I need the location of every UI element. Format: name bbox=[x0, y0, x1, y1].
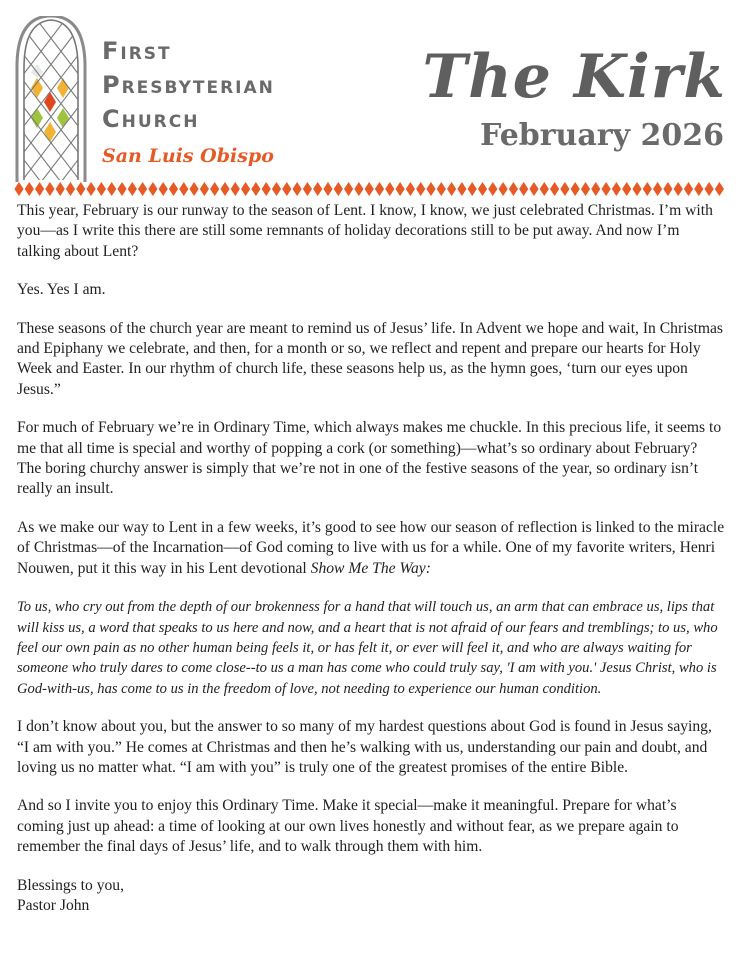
divider-diamond bbox=[385, 182, 394, 196]
divider-diamond bbox=[468, 182, 477, 196]
divider-diamond bbox=[705, 182, 714, 196]
divider-diamond bbox=[14, 182, 23, 196]
divider-diamond bbox=[344, 182, 353, 196]
divider-diamond bbox=[519, 182, 528, 196]
divider-diamond bbox=[560, 182, 569, 196]
divider-diamond bbox=[210, 182, 219, 196]
divider-diamond bbox=[550, 182, 559, 196]
divider-diamond bbox=[169, 182, 178, 196]
divider-diamond bbox=[220, 182, 229, 196]
divider-diamond bbox=[190, 182, 199, 196]
divider-diamond bbox=[66, 182, 75, 196]
divider-diamond bbox=[437, 182, 446, 196]
divider-diamond bbox=[138, 182, 147, 196]
divider-diamond bbox=[35, 182, 44, 196]
divider-diamond bbox=[643, 182, 652, 196]
divider-diamond bbox=[478, 182, 487, 196]
divider-diamond bbox=[313, 182, 322, 196]
divider-diamond bbox=[540, 182, 549, 196]
divider-diamond bbox=[499, 182, 508, 196]
divider-diamond bbox=[231, 182, 240, 196]
divider-diamond bbox=[447, 182, 456, 196]
letter-paragraph bbox=[17, 518, 725, 579]
issue-date: February 2026 bbox=[480, 118, 724, 153]
divider-diamond bbox=[323, 182, 332, 196]
divider-diamond bbox=[674, 182, 683, 196]
divider-diamond bbox=[612, 182, 621, 196]
divider-diamond bbox=[396, 182, 405, 196]
divider-diamond bbox=[262, 182, 271, 196]
divider-diamond bbox=[622, 182, 631, 196]
divider-diamond bbox=[375, 182, 384, 196]
letter-paragraph: These seasons of the church year are meant to remind us of Jesus’ life. In Advent we hope and wait, In Christmas and Epiphany we celebrate, and then, for a month or so, we reflect and repent and prepare our hearts for Holy Week and Easter. In our rhythm of church life, these seasons help us, as the hymn goes, ‘turn our eyes upon Jesus.” bbox=[17, 319, 723, 398]
divider-diamond bbox=[591, 182, 600, 196]
divider-diamond bbox=[25, 182, 34, 196]
letter-paragraph: Yes. Yes I am. bbox=[17, 281, 106, 299]
divider-diamond bbox=[509, 182, 518, 196]
divider-diamond bbox=[684, 182, 693, 196]
signature: Pastor John bbox=[17, 896, 90, 914]
letter-paragraph: This year, February is our runway to the season of Lent. I know, I know, we just celebrated Christmas. I’m with you—as I write this there are still some remnants of holiday decorations still to be put away. And now I’m talking about Lent? bbox=[17, 202, 713, 260]
pastor-letter bbox=[17, 201, 725, 916]
divider-diamond bbox=[272, 182, 281, 196]
closing-line: Blessings to you, bbox=[17, 876, 125, 894]
divider-diamond bbox=[56, 182, 65, 196]
divider-diamond bbox=[715, 182, 724, 196]
divider-diamond bbox=[97, 182, 106, 196]
book-title: Show Me The Way: bbox=[310, 559, 431, 577]
divider-diamond bbox=[76, 182, 85, 196]
divider-diamond bbox=[293, 182, 302, 196]
stained-glass-window-icon bbox=[14, 16, 88, 182]
divider-diamond bbox=[457, 182, 466, 196]
church-name-line-2: Presbyterian bbox=[102, 71, 275, 99]
divider-diamond bbox=[251, 182, 260, 196]
divider-diamond bbox=[426, 182, 435, 196]
divider-diamond bbox=[416, 182, 425, 196]
divider-diamond bbox=[117, 182, 126, 196]
divider-diamond bbox=[571, 182, 580, 196]
divider-diamond bbox=[406, 182, 415, 196]
divider-diamond bbox=[282, 182, 291, 196]
divider-diamond bbox=[365, 182, 374, 196]
church-name bbox=[102, 34, 275, 136]
divider-diamond bbox=[241, 182, 250, 196]
divider-diamond bbox=[663, 182, 672, 196]
divider-diamond bbox=[148, 182, 157, 196]
divider-diamond bbox=[200, 182, 209, 196]
church-city: San Luis Obispo bbox=[102, 145, 274, 167]
divider-diamond bbox=[303, 182, 312, 196]
diamond-border bbox=[14, 181, 724, 197]
nouwen-quote: To us, who cry out from the depth of our brokenness for a hand that will touch us, an arm that can embrace us, lips that will kiss us, a word that speaks to us here and now, and a heart that is not afraid of our fears and tremblings; to us, who feel our own pain as no other human being feels it, or has felt it, or ever will feel it, and who are always waiting for someone who truly dares to come close--to us a man has come who could truly say, 'I am with you.' Jesus Christ, who is God-with-us, has come to us in the freedom of love, not needing to experience our human condition. bbox=[17, 599, 718, 697]
newsletter-title: The Kirk bbox=[422, 42, 726, 112]
divider-diamond bbox=[159, 182, 168, 196]
divider-diamond bbox=[334, 182, 343, 196]
letter-text: As we make our way to Lent in a few weeks, it’s good to see how our season of reflection is linked to the miracle of Christmas—of the Incarnation—of God coming to live with us for a while. One of my favorite writers, Henri Nouwen, put it this way in his Lent devotional bbox=[17, 518, 725, 577]
divider-diamond bbox=[488, 182, 497, 196]
church-name-line-1: First bbox=[102, 37, 172, 65]
divider-diamond bbox=[87, 182, 96, 196]
divider-diamond bbox=[354, 182, 363, 196]
divider-diamond bbox=[581, 182, 590, 196]
divider-diamond bbox=[45, 182, 54, 196]
divider-diamond bbox=[653, 182, 662, 196]
divider-diamond bbox=[179, 182, 188, 196]
letter-paragraph: And so I invite you to enjoy this Ordinary Time. Make it special—make it meaningful. Prepare for what’s coming just up ahead: a time of looking at our own lives honestly and without fear, as we prepare again to remember the final days of Jesus’ life, and to walk through them with him. bbox=[17, 797, 679, 856]
divider-diamond bbox=[694, 182, 703, 196]
letter-paragraph: For much of February we’re in Ordinary Time, which always makes me chuckle. In this precious life, it seems to me that all time is special and worthy of popping a cork (or something)—what’s so ordinary about February? The boring churchy answer is simply that we’re not in one of the festive seasons of the year, so ordinary isn’t really an insult. bbox=[17, 419, 722, 498]
divider-diamond bbox=[632, 182, 641, 196]
divider-diamond bbox=[602, 182, 611, 196]
divider-diamond bbox=[107, 182, 116, 196]
divider-diamond bbox=[128, 182, 137, 196]
church-name-line-3: Church bbox=[102, 105, 200, 133]
letter-paragraph: I don’t know about you, but the answer to so many of my hardest questions about God is found in Jesus saying, “I am with you.” He comes at Christmas and then he’s walking with us, understanding our pain and doubt, and loving us no matter what. “I am with you” is truly one of the greatest promises of the entire Bible. bbox=[17, 718, 712, 776]
divider-diamond bbox=[529, 182, 538, 196]
